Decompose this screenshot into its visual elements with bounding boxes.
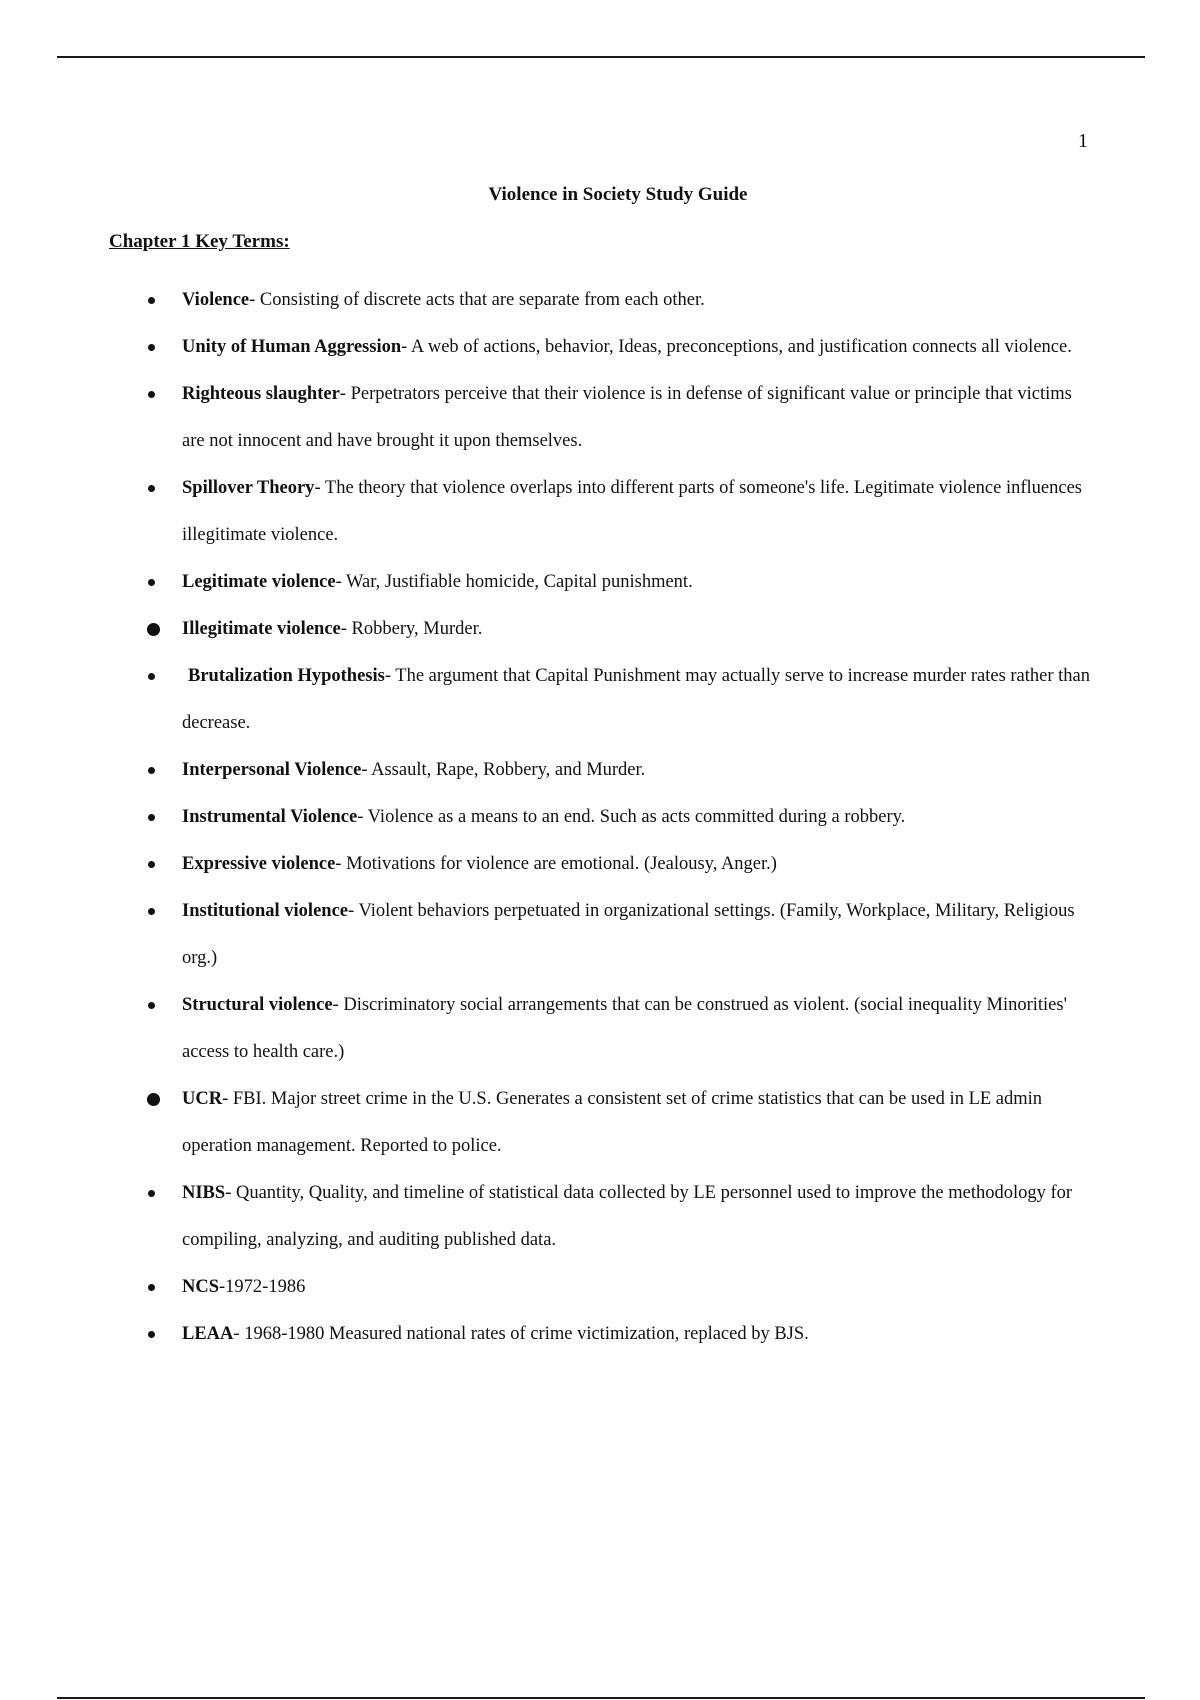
term-definition: - Robbery, Murder. [340, 619, 483, 639]
term-righteous-slaughter [0, 371, 1200, 465]
term-name: Legitimate violence [182, 572, 336, 592]
term-expressive-violence [0, 841, 1200, 888]
bullet-icon [148, 767, 155, 774]
bullet-icon [148, 861, 155, 868]
top-rule [57, 56, 1145, 58]
term-definition: - The argument that Capital Punishment may actually serve to increase murder rates rather than decrease. [182, 666, 1091, 733]
bullet-icon [148, 814, 155, 821]
term-definition: - Perpetrators perceive that their violence is in defense of significant value or principle that victims are not innocent and have brought it upon themselves. [182, 384, 1072, 451]
term-ucr [0, 1076, 1200, 1170]
term-name: Unity of Human Aggression [182, 337, 402, 357]
term-illegitimate-violence [0, 606, 1200, 653]
term-definition: - War, Justifiable homicide, Capital punishment. [335, 572, 693, 592]
term-name: Violence [182, 290, 250, 310]
term-definition: - Motivations for violence are emotional. (Jealousy, Anger.) [335, 854, 777, 874]
bullet-icon [147, 623, 160, 636]
term-name: Institutional violence [182, 901, 348, 921]
bullet-icon [148, 344, 155, 351]
term-definition: -1972-1986 [219, 1277, 306, 1297]
key-terms-list [0, 277, 1200, 1358]
term-name: Instrumental Violence [182, 807, 358, 827]
term-definition: - Violent behaviors perpetuated in organizational settings. (Family, Workplace, Military, Religious org.) [182, 901, 1075, 968]
term-name: Righteous slaughter [182, 384, 340, 404]
term-definition: - Assault, Rape, Robbery, and Murder. [361, 760, 646, 780]
term-definition: - Consisting of discrete acts that are separate from each other. [249, 290, 705, 310]
term-name: Illegitimate violence [182, 619, 341, 639]
term-name: Expressive violence [182, 854, 336, 874]
bullet-icon [148, 673, 155, 680]
term-structural-violence [0, 982, 1200, 1076]
term-name: LEAA [182, 1324, 234, 1344]
bullet-icon [148, 1331, 155, 1338]
term-definition: - A web of actions, behavior, Ideas, preconceptions, and justification connects all violence. [401, 337, 1072, 357]
term-definition: - Violence as a means to an end. Such as acts committed during a robbery. [357, 807, 906, 827]
term-legitimate-violence [0, 559, 1200, 606]
term-instrumental-violence [0, 794, 1200, 841]
bullet-icon [148, 297, 155, 304]
bullet-icon [148, 1002, 155, 1009]
section-heading: Chapter 1 Key Terms: [109, 231, 290, 252]
bullet-icon [148, 579, 155, 586]
term-name: UCR [182, 1089, 223, 1109]
bullet-icon [148, 1284, 155, 1291]
term-institutional-violence [0, 888, 1200, 982]
term-name: Interpersonal Violence [182, 760, 362, 780]
bullet-icon [148, 1190, 155, 1197]
term-definition: - Discriminatory social arrangements that can be construed as violent. (social inequality Minorities' access to health care.) [182, 995, 1067, 1062]
term-unity-of-human-aggression [0, 324, 1200, 371]
term-interpersonal-violence [0, 747, 1200, 794]
term-brutalization-hypothesis [0, 653, 1200, 747]
document-title: Violence in Society Study Guide [488, 184, 748, 205]
bullet-icon [148, 485, 155, 492]
term-violence [0, 277, 1200, 324]
term-leaa [0, 1311, 1200, 1358]
bullet-icon [148, 391, 155, 398]
term-definition: - Quantity, Quality, and timeline of statistical data collected by LE personnel used to improve the methodology for compiling, analyzing, and auditing published data. [182, 1183, 1073, 1250]
term-definition: - FBI. Major street crime in the U.S. Generates a consistent set of crime statistics that can be used in LE admin operation management. Reported to police. [182, 1089, 1043, 1156]
term-name: NIBS [182, 1183, 226, 1203]
term-definition: - The theory that violence overlaps into different parts of someone's life. Legitimate violence influences illegitimate violence. [182, 478, 1083, 545]
term-ncs [0, 1264, 1200, 1311]
term-name: Structural violence [182, 995, 333, 1015]
term-name: Spillover Theory [182, 478, 315, 498]
bullet-icon [148, 908, 155, 915]
term-nibs [0, 1170, 1200, 1264]
term-name: Brutalization Hypothesis [188, 666, 385, 686]
term-name: NCS [182, 1277, 220, 1297]
bullet-icon [147, 1093, 160, 1106]
term-definition: - 1968-1980 Measured national rates of crime victimization, replaced by BJS. [233, 1324, 809, 1344]
page-number: 1 [1078, 130, 1088, 152]
term-spillover-theory [0, 465, 1200, 559]
bottom-rule [57, 1697, 1145, 1699]
